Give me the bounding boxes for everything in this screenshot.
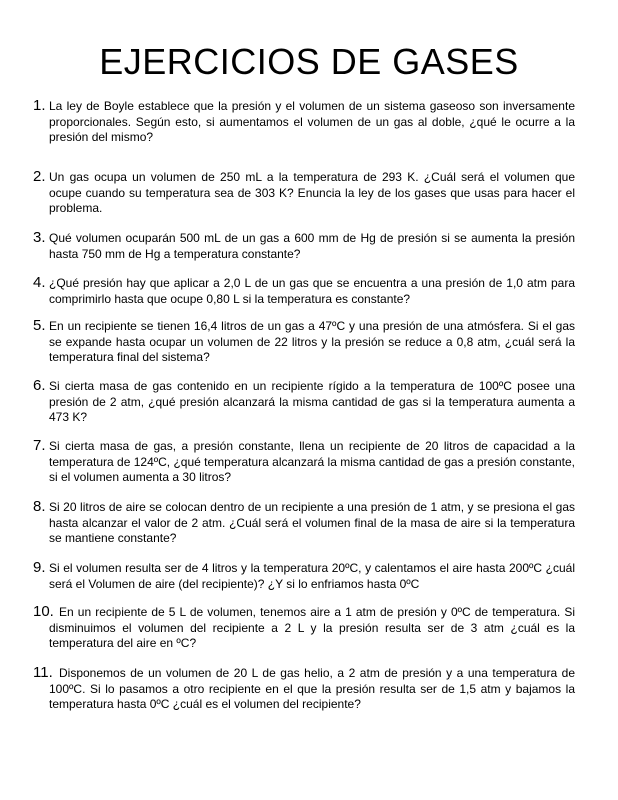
exercise-5: [33, 319, 575, 366]
exercise-text: En un recipiente se tienen 16,4 litros de un gas a 47ºC y una presión de una atmósfera. Si el gas se expande hasta ocupar un volumen de 22 litros y la presión se reduce a 0,8 atm, ¿cuál será la temperatura final del sistema?: [49, 319, 575, 365]
exercise-3: [33, 231, 575, 262]
exercise-11: [33, 666, 575, 713]
exercise-7: [33, 439, 575, 486]
exercise-2: [33, 170, 575, 217]
exercise-number: 2.: [33, 168, 46, 185]
exercise-text: Si cierta masa de gas, a presión constante, llena un recipiente de 20 litros de capacidad a la temperatura de 124ºC, ¿qué temperatura alcanzará la misma cantidad de gas a presión constante, si el volumen aumenta a 30 litros?: [49, 439, 576, 485]
exercise-text: La ley de Boyle establece que la presión y el volumen de un sistema gaseoso son inversamente proporcionales. Según esto, si aumentamos el volumen de un gas al doble, ¿qué le ocurre a la presión del mismo?: [49, 99, 575, 145]
exercise-number: 3.: [33, 229, 46, 246]
page-title: EJERCICIOS DE GASES: [99, 41, 519, 82]
exercise-number: 7.: [33, 437, 46, 454]
exercise-6: [33, 379, 575, 426]
exercise-text: Un gas ocupa un volumen de 250 mL a la temperatura de 293 K. ¿Cuál será el volumen que ocupe cuando su temperatura sea de 303 K? Enuncia la ley de los gases que usas para hacer el problema.: [49, 170, 575, 216]
exercise-4: [33, 276, 575, 307]
exercise-number: 9.: [33, 559, 46, 576]
exercise-9: [33, 561, 575, 592]
exercise-number: 11.: [33, 664, 53, 681]
exercise-number: 8.: [33, 498, 46, 515]
exercise-text: Si 20 litros de aire se colocan dentro de un recipiente a una presión de 1 atm, y se presiona el gas hasta alcanzar el valor de 2 atm. ¿Cuál será el volumen final de la masa de aire si la temperatura se mantiene constante?: [49, 500, 575, 546]
exercise-text: En un recipiente de 5 L de volumen, tenemos aire a 1 atm de presión y 0ºC de temperatura. Si disminuimos el volumen del recipiente a 2 L y la presión resulta ser de 3 atm ¿cuál es la temperatura del aire en ºC?: [49, 605, 575, 651]
exercise-number: 4.: [33, 274, 46, 291]
exercise-1: [33, 99, 575, 146]
exercise-text: Si cierta masa de gas contenido en un recipiente rígido a la temperatura de 100ºC posee una presión de 2 atm, ¿qué presión alcanzará la misma cantidad de gas si la temperatura aumenta a 473 K?: [49, 379, 575, 425]
exercise-10: [33, 605, 575, 652]
exercise-number: 1.: [33, 97, 46, 114]
exercise-text: Disponemos de un volumen de 20 L de gas helio, a 2 atm de presión y a una temperatura de 100ºC. Si lo pasamos a otro recipiente en el que la presión resulta ser de 1,5 atm y bajamos la temperatura hasta 0ºC ¿cuál es el volumen del recipiente?: [49, 666, 575, 712]
exercise-number: 5.: [33, 317, 46, 334]
exercise-number: 10.: [33, 603, 54, 620]
exercise-text: Si el volumen resulta ser de 4 litros y la temperatura 20ºC, y calentamos el aire hasta 200ºC ¿cuál será el Volumen de aire (del recipiente)? ¿Y si lo enfriamos hasta 0ºC: [49, 561, 575, 591]
exercise-text: Qué volumen ocuparán 500 mL de un gas a 600 mm de Hg de presión si se aumenta la presión hasta 750 mm de Hg a temperatura constante?: [49, 231, 575, 261]
exercise-number: 6.: [33, 377, 46, 394]
exercise-text: ¿Qué presión hay que aplicar a 2,0 L de un gas que se encuentra a una presión de 1,0 atm para comprimirlo hasta que ocupe 0,80 L si la temperatura es constante?: [49, 276, 575, 306]
exercise-8: [33, 500, 575, 547]
